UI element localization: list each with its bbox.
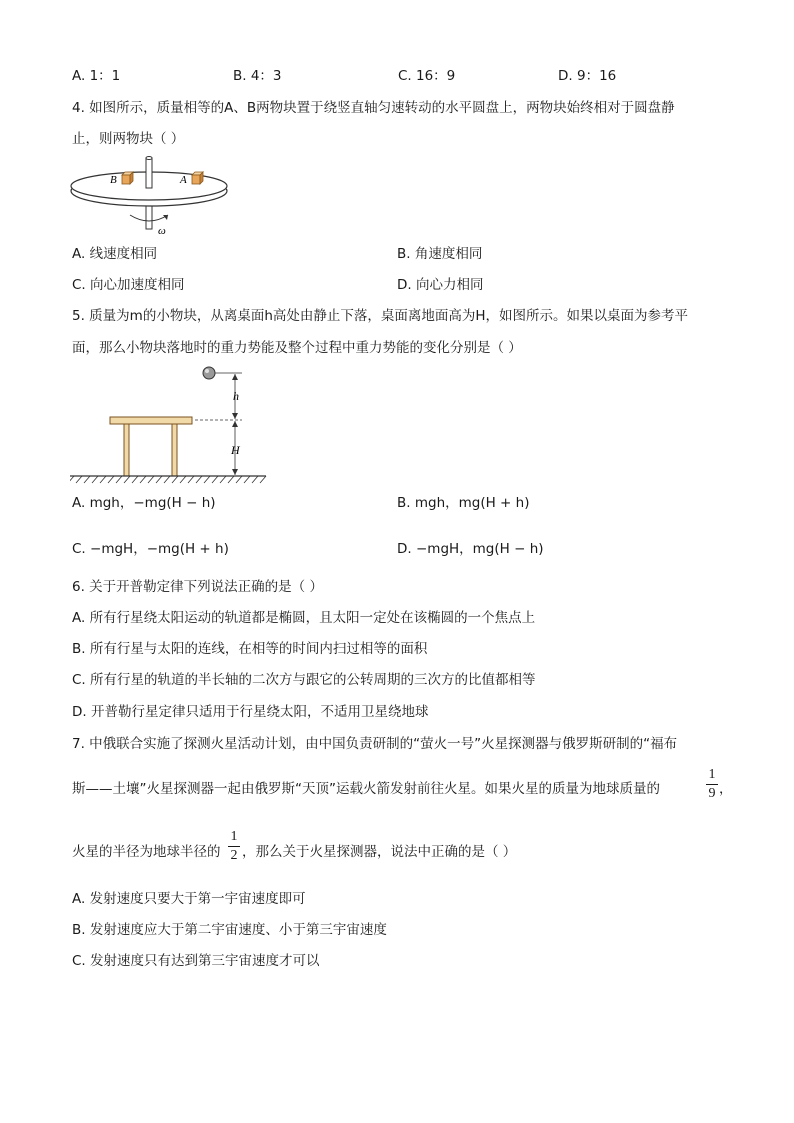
label-h: h: [233, 389, 239, 403]
q6-option-d: D. 开普勒行星定律只适用于行星绕太阳，不适用卫星绕地球: [72, 704, 429, 720]
label-a: A: [180, 174, 187, 186]
q6-option-a: A. 所有行星绕太阳运动的轨道都是椭圆，且太阳一定处在该椭圆的一个焦点上: [72, 610, 536, 626]
q5-option-a: A. mgh，−mg(H − h): [72, 495, 216, 511]
q7-option-c: C. 发射速度只有达到第三宇宙速度才可以: [72, 953, 320, 969]
q6-stem: 6. 关于开普勒定律下列说法正确的是（ ）: [72, 579, 323, 595]
q7-fraction-radius-denominator: 2: [230, 848, 238, 863]
q5-option-b: B. mgh，mg(H + h): [397, 495, 530, 511]
q4-rotating-disc-figure: [70, 155, 235, 237]
q7-fraction-radius-numerator: 1: [230, 829, 238, 844]
q4-option-c: C. 向心加速度相同: [72, 277, 185, 293]
q7-option-b: B. 发射速度应大于第二宇宙速度、小于第三宇宙速度: [72, 922, 387, 938]
q7-stem-line3: 火星的半径为地球半径的: [72, 844, 221, 860]
q6-option-b: B. 所有行星与太阳的连线，在相等的时间内扫过相等的面积: [72, 641, 428, 657]
ground-hatching: [70, 476, 266, 483]
q5-stem-line2: 面，那么小物块落地时的重力势能及整个过程中重力势能的变化分别是（ ）: [72, 340, 522, 356]
q6-option-c: C. 所有行星的轨道的半长轴的二次方与跟它的公转周期的三次方的比值都相等: [72, 672, 536, 688]
q5-option-d: D. −mgH，mg(H − h): [397, 541, 544, 557]
q7-stem-line2-tail: ，: [719, 781, 733, 797]
q5-table-ball-figure: [70, 362, 270, 486]
q7-stem-line2: 斯——土壤”火星探测器一起由俄罗斯“天顶”运载火箭发射前往火星。如果火星的质量为地球质量的: [72, 781, 660, 797]
q7-fraction-mass: [706, 767, 718, 802]
q4-stem-line2: 止，则两物块（ ）: [72, 131, 185, 147]
q7-fraction-mass-denominator: 9: [708, 786, 716, 801]
q4-option-d: D. 向心力相同: [397, 277, 484, 293]
q4-option-b: B. 角速度相同: [397, 246, 483, 262]
q5-option-c: C. −mgH，−mg(H + h): [72, 541, 229, 557]
q7-option-a: A. 发射速度只要大于第一宇宙速度即可: [72, 891, 306, 907]
block-b: [122, 172, 133, 184]
label-omega: ω: [158, 225, 166, 237]
q3-option-c: C. 16：9: [398, 68, 456, 84]
q3-option-d: D. 9：16: [558, 68, 617, 84]
table: [110, 417, 192, 476]
label-H: H: [231, 443, 240, 457]
q3-option-a: A. 1：1: [72, 68, 121, 84]
q7-fraction-mass-numerator: 1: [708, 767, 716, 782]
q4-option-a: A. 线速度相同: [72, 246, 158, 262]
ball: [203, 367, 215, 379]
block-a: [192, 172, 203, 184]
label-b: B: [110, 174, 117, 186]
q7-fraction-radius: [228, 829, 240, 864]
q4-stem-line1: 4. 如图所示，质量相等的A、B两物块置于绕竖直轴匀速转动的水平圆盘上，两物块始终相对于圆盘静: [72, 100, 675, 116]
q5-stem-line1: 5. 质量为m的小物块，从离桌面h高处由静止下落，桌面离地面高为H，如图所示。如果以桌面为参考平: [72, 308, 689, 324]
q7-stem-line1: 7. 中俄联合实施了探测火星活动计划，由中国负责研制的“萤火一号”火星探测器与俄罗斯研制的“福布: [72, 736, 678, 752]
q7-stem-line3-tail: ，那么关于火星探测器，说法中正确的是（ ）: [242, 844, 517, 860]
q3-option-b: B. 4：3: [233, 68, 282, 84]
